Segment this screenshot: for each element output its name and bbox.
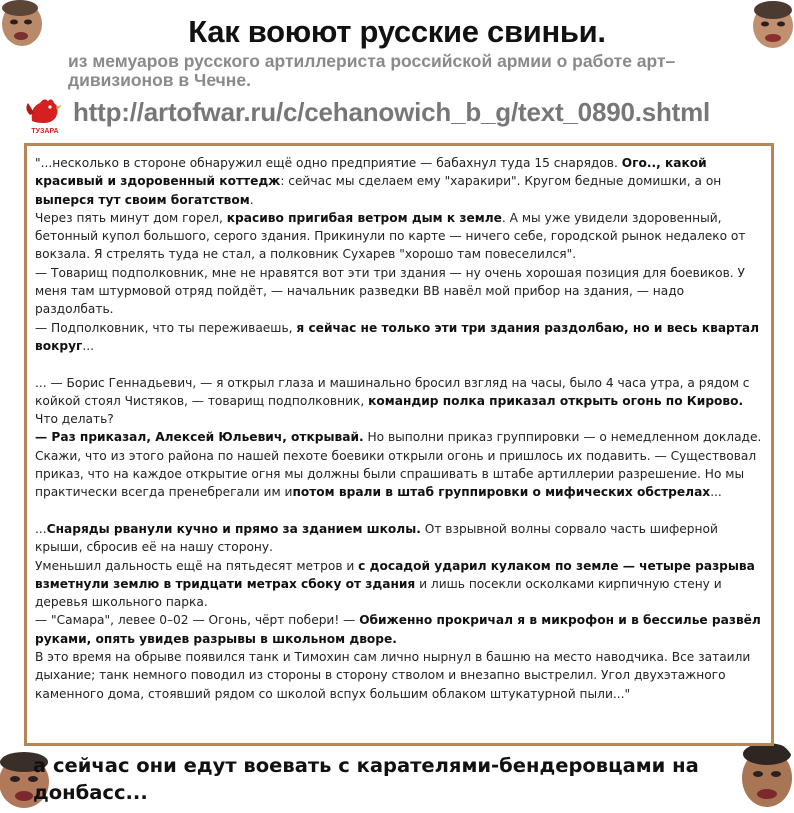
bold-fragment: красиво пригибая ветром дым к земле bbox=[226, 210, 502, 225]
quote-paragraph bbox=[35, 154, 763, 209]
quote-paragraph bbox=[35, 520, 763, 557]
text-fragment: Но выполни приказ группировки — о немедленном докладе. Скажи, что из этого района по нашей пехоте боевики открыли огонь и пришлось их подавить. — Существовал приказ, что на каждое открытие огня мы должны были спрашивать в штабе артиллерии разрешение. Но мы практически всегда пренебрегали им и bbox=[35, 430, 762, 500]
text-fragment: Что делать? bbox=[35, 412, 114, 427]
text-fragment: — Подполковник, что ты переживаешь, bbox=[35, 320, 297, 335]
bold-fragment: Ого.., какой красивый и здоровенный коттедж bbox=[35, 156, 707, 189]
quote-paragraph bbox=[35, 319, 763, 356]
face-icon-bottom-right bbox=[735, 740, 794, 810]
text-fragment: Уменьшил дальность ещё на пятьдесят метров и bbox=[35, 558, 359, 573]
text-fragment: От взрывной волны сорвало часть шиферной крыши, сбросив её на нашу сторону. bbox=[35, 521, 718, 555]
quote-paragraph bbox=[35, 374, 763, 429]
quote-paragraph bbox=[35, 428, 763, 501]
logo-text: ТУЗАРА bbox=[31, 128, 59, 135]
rooster-logo-icon bbox=[22, 93, 68, 135]
source-url-link[interactable]: http://artofwar.ru/c/cehanowich_b_g/text_0890.shtml bbox=[73, 97, 711, 127]
text-fragment: Через пять минут дом горел, bbox=[35, 210, 227, 225]
text-fragment: ... bbox=[710, 485, 722, 500]
bold-fragment: Снаряды рванули кучно и прямо за зданием школы. bbox=[46, 521, 421, 536]
text-fragment: "...несколько в стороне обнаружил ещё одно предприятие — бабахнул туда 15 снарядов. bbox=[35, 156, 622, 170]
text-fragment: и лишь посекли осколками кирпичную стену и деревья школьного парка. bbox=[35, 576, 722, 610]
text-fragment: В это время на обрыве появился танк и Тимохин сам лично нырнул в башню на место наводчика. Все затаили дыхание; танк немного поводил из стороны в сторону стволом и внезапно выстрелил. Угол двухэтажного каменного дома, стоявший рядом со школой вспух большим облаком штукатурной пыли..." bbox=[35, 650, 751, 701]
bold-fragment: выперся тут своим богатством bbox=[35, 192, 250, 207]
text-fragment: ... bbox=[35, 521, 47, 536]
bold-fragment: командир полка приказал открыть огонь по Кирово. bbox=[368, 393, 744, 408]
bold-fragment: я сейчас не только эти три здания раздолбаю, но и весь квартал вокруг bbox=[35, 320, 759, 353]
quote-paragraph bbox=[35, 264, 763, 319]
quote-text bbox=[35, 154, 763, 703]
bold-fragment: Обиженно прокричал я в микрофон и в бессилье развёл руками, опять увидев разрывы в школьном дворе. bbox=[35, 613, 761, 646]
quote-paragraph bbox=[35, 648, 763, 703]
bold-fragment: — Раз приказал, Алексей Юльевич, открывай. bbox=[35, 430, 364, 445]
text-fragment: — "Самара", левее 0–02 — Огонь, чёрт побери! — bbox=[35, 613, 360, 628]
page-title: Как воюют русские свиньи. bbox=[188, 14, 606, 49]
text-fragment: : сейчас мы сделаем ему "харакири". Кругом бедные домишки, а он bbox=[280, 174, 722, 189]
bold-fragment: потом врали в штаб группировки о мифических обстрелах bbox=[292, 485, 711, 500]
text-fragment: . А мы уже увидели здоровенный, бетонный купол большого, серого здания. Прикинули по карте — ничего себе, городской рынок недалеко от вокзала. Я стрелять туда не стал, а полковник Сухарев "хорошо там повеселился". bbox=[35, 210, 746, 262]
quote-box bbox=[24, 143, 774, 746]
text-fragment: ... bbox=[82, 338, 95, 353]
bold-fragment: с досадой ударил кулаком по земле — четыре разрыва взметнули землю в тридцати метрах сбоку от здания bbox=[35, 558, 755, 591]
quote-paragraph bbox=[35, 611, 763, 648]
text-fragment: — Товарищ подполковник, мне не нравятся вот эти три здания — ну очень хорошая позиция для боевиков. У меня там штурмовой отряд пойдёт, — начальник разведки ВВ навёл мой прибор на здания, — надо раздолбать. bbox=[35, 265, 745, 317]
text-fragment: . bbox=[249, 192, 254, 207]
footer-caption: а сейчас они едут воевать с карателями-бендеровцами на донбасс... bbox=[33, 754, 699, 804]
quote-paragraph bbox=[35, 209, 763, 264]
text-fragment: ... — Борис Геннадьевич, — я открыл глаза и машинально бросил взгляд на часы, было 4 часа утра, а рядом с койкой стоял Чистяков, — товарищ подполковник, bbox=[35, 375, 750, 408]
page-subtitle: из мемуаров русского артиллериста российской армии о работе арт–дивизионов в Чечне. bbox=[68, 51, 676, 90]
quote-paragraph bbox=[35, 557, 763, 612]
